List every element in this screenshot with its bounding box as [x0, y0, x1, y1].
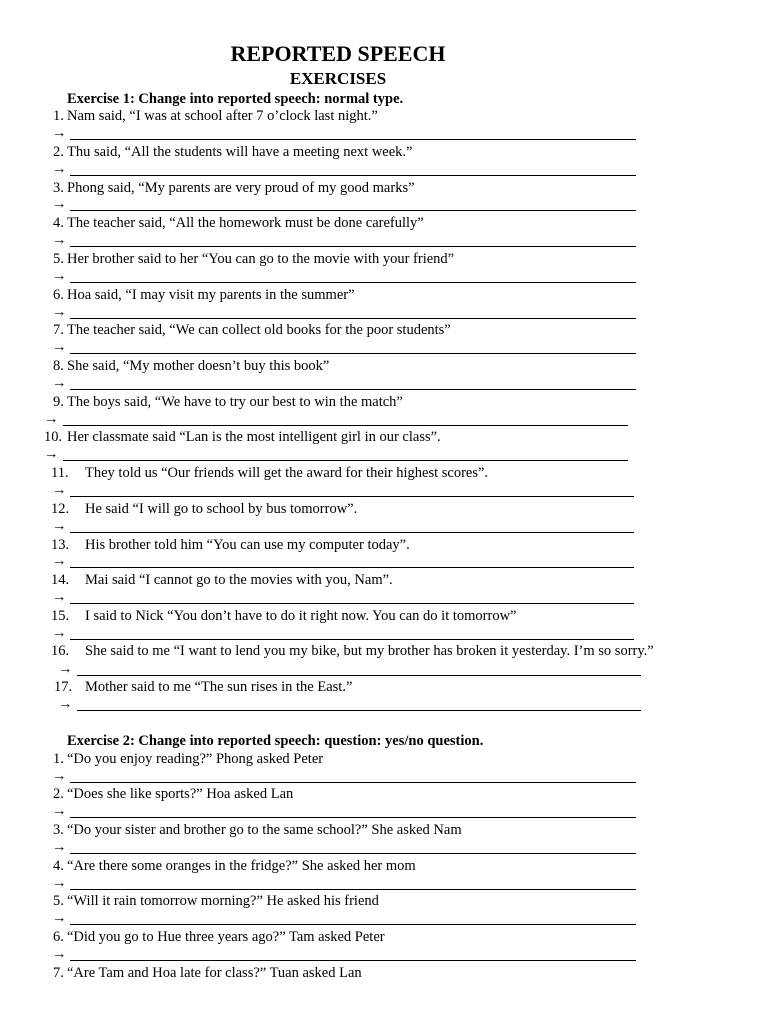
question-item — [53, 857, 416, 875]
question-number: 5. — [53, 251, 64, 267]
question-number: 3. — [53, 822, 64, 838]
question-text: “Do your sister and brother go to the same school?” She asked Nam — [67, 822, 462, 838]
answer-line[interactable] — [70, 246, 636, 247]
arrow-icon: → — [44, 411, 59, 427]
question-item — [53, 107, 378, 125]
answer-line[interactable] — [70, 389, 636, 390]
answer-line[interactable] — [70, 318, 636, 319]
question-number: 4. — [53, 215, 64, 231]
answer-line[interactable] — [63, 460, 628, 461]
answer-line[interactable] — [70, 889, 636, 890]
arrow-icon: → — [52, 553, 67, 569]
question-text: He said “I will go to school by bus tomorrow”. — [85, 501, 358, 517]
arrow-icon: → — [52, 375, 67, 391]
answer-row[interactable] — [44, 410, 628, 428]
arrow-icon: → — [52, 589, 67, 605]
answer-row[interactable] — [52, 552, 634, 570]
question-text: Thu said, “All the students will have a meeting next week.” — [67, 144, 413, 160]
question-number: 4. — [53, 858, 64, 874]
question-item — [54, 678, 352, 696]
arrow-icon: → — [52, 625, 67, 641]
answer-line[interactable] — [70, 496, 634, 497]
arrow-icon: → — [52, 268, 67, 284]
arrow-icon: → — [52, 839, 67, 855]
question-number: 3. — [53, 180, 64, 196]
answer-row[interactable] — [52, 874, 636, 892]
question-text: The boys said, “We have to try our best to win the match” — [67, 394, 403, 410]
question-text: Mai said “I cannot go to the movies with you, Nam”. — [85, 572, 393, 588]
question-number: 2. — [53, 786, 64, 802]
answer-row[interactable] — [52, 624, 634, 642]
question-text: Nam said, “I was at school after 7 o’clock last night.” — [67, 108, 378, 124]
arrow-icon: → — [52, 339, 67, 355]
question-item — [51, 571, 393, 589]
page-subtitle: EXERCISES — [289, 69, 387, 88]
arrow-icon: → — [58, 661, 73, 677]
question-number: 2. — [53, 144, 64, 160]
question-text: “Do you enjoy reading?” Phong asked Peter — [67, 751, 324, 767]
question-item — [51, 500, 357, 518]
arrow-icon: → — [52, 161, 67, 177]
answer-line[interactable] — [70, 603, 634, 604]
answer-row[interactable] — [52, 267, 636, 285]
question-text: “Did you go to Hue three years ago?” Tam asked Peter — [67, 929, 385, 945]
question-text: “Are Tam and Hoa late for class?” Tuan asked Lan — [67, 965, 362, 981]
question-text: Her brother said to her “You can go to the movie with your friend” — [67, 251, 455, 267]
answer-row[interactable] — [52, 588, 634, 606]
answer-row[interactable] — [52, 303, 636, 321]
answer-row[interactable] — [58, 695, 641, 713]
answer-row[interactable] — [52, 481, 634, 499]
question-number: 7. — [53, 965, 64, 981]
question-item — [53, 928, 385, 946]
question-text: “Does she like sports?” Hoa asked Lan — [67, 786, 294, 802]
answer-row[interactable] — [52, 160, 636, 178]
answer-line[interactable] — [70, 782, 636, 783]
arrow-icon: → — [52, 946, 67, 962]
question-item — [53, 214, 424, 232]
answer-line[interactable] — [70, 532, 634, 533]
answer-line[interactable] — [70, 567, 634, 568]
question-item — [44, 428, 441, 446]
question-item — [53, 286, 355, 304]
arrow-icon: → — [52, 232, 67, 248]
question-number: 16. — [51, 643, 70, 659]
answer-row[interactable] — [52, 124, 636, 142]
question-text: Hoa said, “I may visit my parents in the summer” — [67, 287, 355, 303]
question-item — [51, 642, 654, 660]
question-item — [51, 607, 516, 625]
arrow-icon: → — [44, 446, 59, 462]
question-item — [53, 143, 413, 161]
question-number: 8. — [53, 358, 64, 374]
arrow-icon: → — [52, 518, 67, 534]
answer-row[interactable] — [52, 767, 636, 785]
question-text: Phong said, “My parents are very proud of my good marks” — [67, 180, 415, 196]
question-item — [51, 464, 488, 482]
answer-line[interactable] — [70, 210, 636, 211]
question-text: She said, “My mother doesn’t buy this book” — [67, 358, 330, 374]
answer-row[interactable] — [52, 517, 634, 535]
arrow-icon: → — [52, 196, 67, 212]
question-number: 7. — [53, 322, 64, 338]
arrow-icon: → — [52, 910, 67, 926]
answer-row[interactable] — [52, 838, 636, 856]
page-title: REPORTED SPEECH — [230, 41, 446, 66]
question-item — [53, 750, 323, 768]
question-number: 1. — [53, 751, 64, 767]
answer-row[interactable] — [52, 909, 636, 927]
question-number: 6. — [53, 287, 64, 303]
answer-line[interactable] — [70, 817, 636, 818]
question-text: His brother told him “You can use my computer today”. — [85, 537, 410, 553]
answer-row[interactable] — [52, 374, 636, 392]
answer-line[interactable] — [70, 175, 636, 176]
answer-row[interactable] — [58, 660, 641, 678]
question-text: “Will it rain tomorrow morning?” He asked his friend — [67, 893, 379, 909]
arrow-icon: → — [52, 875, 67, 891]
question-item — [53, 964, 362, 982]
answer-line[interactable] — [77, 675, 641, 676]
question-item — [53, 250, 454, 268]
answer-row[interactable] — [52, 802, 636, 820]
question-text: Mother said to me “The sun rises in the East.” — [85, 679, 353, 695]
answer-line[interactable] — [70, 282, 636, 283]
answer-row[interactable] — [52, 338, 636, 356]
question-text: “Are there some oranges in the fridge?” She asked her mom — [67, 858, 416, 874]
question-text: The teacher said, “All the homework must be done carefully” — [67, 215, 424, 231]
question-text: She said to me “I want to lend you my bike, but my brother has broken it yesterday. I’m so sorry.” — [85, 643, 654, 659]
question-text: Her classmate said “Lan is the most intelligent girl in our class”. — [67, 429, 441, 445]
question-number: 10. — [44, 429, 63, 445]
answer-line[interactable] — [70, 924, 636, 925]
answer-line[interactable] — [70, 853, 636, 854]
arrow-icon: → — [52, 304, 67, 320]
question-text: They told us “Our friends will get the award for their highest scores”. — [85, 465, 489, 481]
question-item — [53, 393, 403, 411]
arrow-icon: → — [52, 803, 67, 819]
question-text: I said to Nick “You don’t have to do it right now. You can do it tomorrow” — [85, 608, 517, 624]
question-number: 6. — [53, 929, 64, 945]
question-item — [53, 821, 462, 839]
answer-line[interactable] — [70, 139, 636, 140]
answer-line[interactable] — [77, 710, 641, 711]
answer-line[interactable] — [70, 960, 636, 961]
question-item — [53, 321, 451, 339]
answer-row[interactable] — [52, 945, 636, 963]
exercise2-heading: Exercise 2: Change into reported speech: question: yes/no question. — [67, 733, 484, 749]
arrow-icon: → — [52, 768, 67, 784]
question-item — [53, 357, 329, 375]
arrow-icon: → — [52, 482, 67, 498]
question-text: The teacher said, “We can collect old books for the poor students” — [67, 322, 451, 338]
question-number: 12. — [51, 501, 70, 517]
question-number: 5. — [53, 893, 64, 909]
question-item — [53, 785, 293, 803]
question-number: 11. — [51, 465, 69, 481]
answer-row[interactable] — [52, 195, 636, 213]
answer-line[interactable] — [63, 425, 628, 426]
question-number: 14. — [51, 572, 70, 588]
question-number: 17. — [54, 679, 73, 695]
question-number: 9. — [53, 394, 64, 410]
arrow-icon: → — [58, 696, 73, 712]
answer-line[interactable] — [70, 353, 636, 354]
question-number: 13. — [51, 537, 70, 553]
answer-line[interactable] — [70, 639, 634, 640]
answer-row[interactable] — [44, 445, 628, 463]
question-number: 1. — [53, 108, 64, 124]
arrow-icon: → — [52, 125, 67, 141]
question-item — [53, 892, 379, 910]
exercise1-heading: Exercise 1: Change into reported speech: normal type. — [67, 91, 404, 107]
answer-row[interactable] — [52, 231, 636, 249]
question-number: 15. — [51, 608, 70, 624]
